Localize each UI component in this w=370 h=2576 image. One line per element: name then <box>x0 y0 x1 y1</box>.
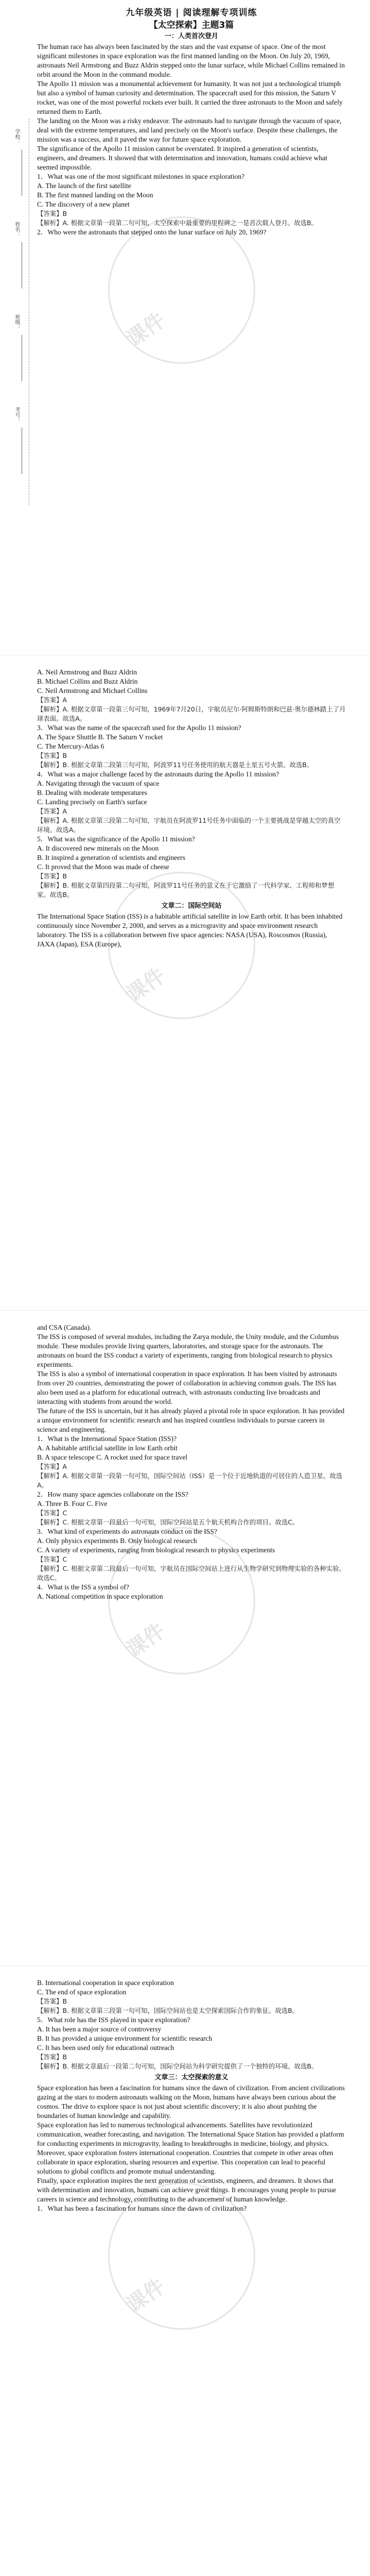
body-text: 1．What has been a fascination for humans since the dawn of civilization? <box>37 2205 247 2212</box>
body-text: A. Three B. Four C. Five <box>37 1500 108 1507</box>
body-text: The International Space Station (ISS) is a habitable artificial satellite in low Earth orbit. It has been inhabited continuously since November 2, 2000, and serves as a microgravity and space environment research laboratory. The ISS is a collaboration between five space agencies: NASA (USA), Roscosmos (Russia), JAXA (Japan), ESA (Europe), <box>37 912 343 948</box>
body-text: 4．What was a major challenge faced by the astronauts during the Apollo 11 mission? <box>37 770 279 778</box>
explanation-text: 【解析】B. 根据文章第二段第三句可知，阿波罗11号任务使用的航天器是土星五号火箭。故选B。 <box>37 761 313 769</box>
page-content <box>37 1323 346 1601</box>
body-text: A. Neil Armstrong and Buzz Aldrin <box>37 668 137 676</box>
answer-text: 【答案】B <box>37 2053 67 2061</box>
answer-text: 【答案】B <box>37 872 67 880</box>
explanation-text: 【解析】C. 根据文章第二段最后一句可知，宇航员在国际空间站上进行从生物学研究到物理实验的各种实验。故选C。 <box>37 1565 345 1582</box>
page-content <box>37 1978 346 2213</box>
page-2 <box>0 655 370 1311</box>
body-text: The significance of the Apollo 11 mission cannot be overstated. It inspired a generation of scientists, engineers, and dreamers. It showed that with determination and innovation, humans could achieve what seemed impossible. <box>37 145 327 171</box>
body-text: Space exploration has led to numerous technological advancements. Satellites have revolutionized communication, weather forecasting, and navigation. The International Space Station has provided a platform for conducting experiments in microgravity, leading to breakthroughs in medicine, biology, and physics. <box>37 2121 344 2147</box>
body-text: C. The end of space exploration <box>37 1988 127 1996</box>
body-text: C. Landing precisely on Earth's surface <box>37 798 147 806</box>
margin-label: 考号： <box>14 407 20 422</box>
explanation-text: 【解析】A. 根据文章第一段第一句可知，国际空间站（ISS）是一个位于近地轨道的可居住的人造卫星。故选A。 <box>37 1472 343 1489</box>
body-text: The future of the ISS is uncertain, but it has already played a pivotal role in space exploration. It has provided a unique environment for scientific research and has inspired countless individuals to pursue careers in science and engineering. <box>37 1407 345 1433</box>
watermark-text: 课件 <box>122 2274 170 2317</box>
body-text: The ISS is composed of several modules, including the Zarya module, the Unity module, and the Columbus module. These modules provide living quarters, laboratories, and storage space for the astronauts. The astronauts on board the ISS conduct a variety of experiments, ranging from biological research to physics experiments. <box>37 1333 339 1368</box>
body-text: 1．What was one of the most significant milestones in space exploration? <box>37 173 245 180</box>
body-text: A. The Space Shuttle B. The Saturn V rocket <box>37 733 163 741</box>
margin-label: 学校： <box>14 129 20 144</box>
explanation-text: 【解析】C. 根据文章第一段最后一句可知，国际空间站是五个航天机构合作的项目。故选C。 <box>37 1518 299 1526</box>
body-text: A. Navigating through the vacuum of space <box>37 779 160 787</box>
watermark-text: 课件 <box>122 1619 170 1662</box>
answer-text: 【答案】A <box>37 696 67 704</box>
body-text: The ISS is also a symbol of international cooperation in space exploration. It has been visited by astronauts from over 20 countries, demonstrating the power of collaboration in achieving common goals. The ISS has also been used as a platform for educational outreach, with astronauts conducting live broadcasts and interacting with students from around the world. <box>37 1370 337 1405</box>
body-text: 2．Who were the astronauts that stepped onto the lunar surface on July 20, 1969? <box>37 228 267 236</box>
body-text: A. It has been a major source of controversy <box>37 2025 162 2033</box>
body-text: 1．What is the International Space Station (ISS)? <box>37 1435 177 1443</box>
page-title: 九年级英语 | 阅读理解专项训练 <box>126 8 257 18</box>
body-text: C. Neil Armstrong and Michael Collins <box>37 687 148 694</box>
section-heading: 一：人类首次登月 <box>164 32 218 40</box>
body-text: B. A space telescope C. A rocket used for space travel <box>37 1453 188 1461</box>
body-text: A. It discovered new minerals on the Moon <box>37 844 159 852</box>
page-content <box>37 8 346 237</box>
body-text: The landing on the Moon was a risky endeavor. The astronauts had to navigate through the vacuum of space, deal with the extreme temperatures, and land precisely on the Moon's surface. Despite these challenges, the mission was a success, and it paved the way for future space exploration. <box>37 117 342 143</box>
body-text: B. It has provided a unique environment for scientific research <box>37 2035 213 2042</box>
explanation-text: 【解析】A. 根据文章第三段第二句可知，宇航员在阿波罗11号任务中面临的一个主要挑战是穿越太空的真空环境。故选A。 <box>37 817 341 834</box>
answer-text: 【答案】B <box>37 210 67 217</box>
body-text: B. The first manned landing on the Moon <box>37 191 153 199</box>
watermark-text: 课件 <box>122 963 170 1007</box>
binding-margin <box>10 118 29 505</box>
body-text: 3．What kind of experiments do astronauts conduct on the ISS? <box>37 1528 217 1535</box>
body-text: 4．What is the ISS a symbol of? <box>37 1583 129 1591</box>
body-text: C. The Mercury-Atlas 6 <box>37 742 104 750</box>
page-4 <box>0 1966 370 2576</box>
body-text: C. A variety of experiments, ranging from biological research to physics experiments <box>37 1546 275 1554</box>
body-text: Finally, space exploration inspires the next generation of scientists, engineers, and dreamers. It shows that with determination and innovation, humans can achieve great things. It encourages young people to pursue careers in science and technology, contributing to the advancement of human knowledge. <box>37 2177 337 2203</box>
answer-text: 【答案】C <box>37 1509 67 1517</box>
body-text: A. The launch of the first satellite <box>37 182 131 190</box>
section-heading: 文章三：太空探索的意义 <box>154 2074 228 2081</box>
body-text: Space exploration has been a fascination for humans since the dawn of civilization. From ancient civilizations gazing at the stars to modern astronauts walking on the Moon, humans have always been curious about the cosmos. The drive to explore space is not just about scientific discovery; it is also about pushing the boundaries of human knowledge and capability. <box>37 2084 345 2120</box>
margin-label: 班级： <box>14 314 20 330</box>
body-text: B. It inspired a generation of scientists and engineers <box>37 854 186 861</box>
body-text: The human race has always been fascinated by the stars and the vast expanse of space. One of the most significant milestones in space exploration was the first manned landing on the Moon. On July 20, 1969, astronauts Neil Armstrong and Buzz Aldrin stepped onto the lunar surface, while Michael Collins remained in orbit around the Moon in the command module. <box>37 43 345 78</box>
margin-label: 姓名： <box>14 222 20 237</box>
body-text: A. Only physics experiments B. Only biological research <box>37 1537 197 1545</box>
page-subtitle: 【太空探索】主题3篇 <box>149 20 234 30</box>
answer-text: 【答案】B <box>37 1997 67 2005</box>
body-text: 5．What was the significance of the Apollo 11 mission? <box>37 835 195 843</box>
body-text: B. Dealing with moderate temperatures <box>37 789 148 796</box>
explanation-text: 【解析】A. 根据文章第一段第二句可知，太空探索中最重要的里程碑之一是首次载人登月。故选B。 <box>37 219 318 227</box>
body-text: B. International cooperation in space exploration <box>37 1979 174 1987</box>
body-text: A. National competition in space exploration <box>37 1592 163 1600</box>
answer-text: 【答案】A <box>37 1463 67 1470</box>
body-text: C. The discovery of a new planet <box>37 200 130 208</box>
answer-text: 【答案】B <box>37 752 67 759</box>
explanation-text: 【解析】B. 根据文章最后一段第二句可知，国际空间站为科学研究提供了一个独特的环境。故选B。 <box>37 2062 318 2070</box>
explanation-text: 【解析】B. 根据文章第三段第一句可知，国际空间站也是太空探索国际合作的象征。故选B。 <box>37 2007 299 2014</box>
page-1 <box>0 0 370 655</box>
body-text: A. A habitable artificial satellite in low Earth orbit <box>37 1444 178 1452</box>
body-text: and CSA (Canada). <box>37 1324 92 1331</box>
body-text: Moreover, space exploration fosters international cooperation. Countries that compete in other areas often collaborate in space exploration, sharing resources and expertise. This cooperation can lead to peaceful solutions to global conflicts and promote mutual understanding. <box>37 2149 333 2175</box>
body-text: C. It has been used only for educational outreach <box>37 2044 174 2052</box>
section-heading: 文章二：国际空间站 <box>161 902 222 910</box>
watermark-text: 课件 <box>122 308 170 351</box>
explanation-text: 【解析】A. 根据文章第一段第三句可知，1969年7月20日，宇航员尼尔·阿姆斯特朗和巴兹·奥尔德林踏上了月球表面。故选A。 <box>37 705 346 722</box>
answer-text: 【答案】A <box>37 807 67 815</box>
body-text: C. It proved that the Moon was made of cheese <box>37 863 169 871</box>
explanation-text: 【解析】B. 根据文章第四段第二句可知，阿波罗11号任务的意义在于它激励了一代科学家、工程师和梦想家。故选B。 <box>37 882 334 899</box>
body-text: 5．What role has the ISS played in space exploration? <box>37 2016 190 2024</box>
answer-text: 【答案】C <box>37 1555 67 1563</box>
body-text: B. Michael Collins and Buzz Aldrin <box>37 677 138 685</box>
body-text: 3．What was the name of the spacecraft used for the Apollo 11 mission? <box>37 724 241 732</box>
body-text: 2．How many space agencies collaborate on the ISS? <box>37 1490 189 1498</box>
body-text: The Apollo 11 mission was a monumental achievement for humanity. It was not just a technological triumph but also a symbol of human curiosity and determination. The spacecraft used for this mission, the Saturn V rocket, was one of the most powerful rockets ever built. It carried the three astronauts to the Moon and safely returned them to Earth. <box>37 80 343 115</box>
page-content <box>37 668 346 949</box>
page-3 <box>0 1311 370 1966</box>
